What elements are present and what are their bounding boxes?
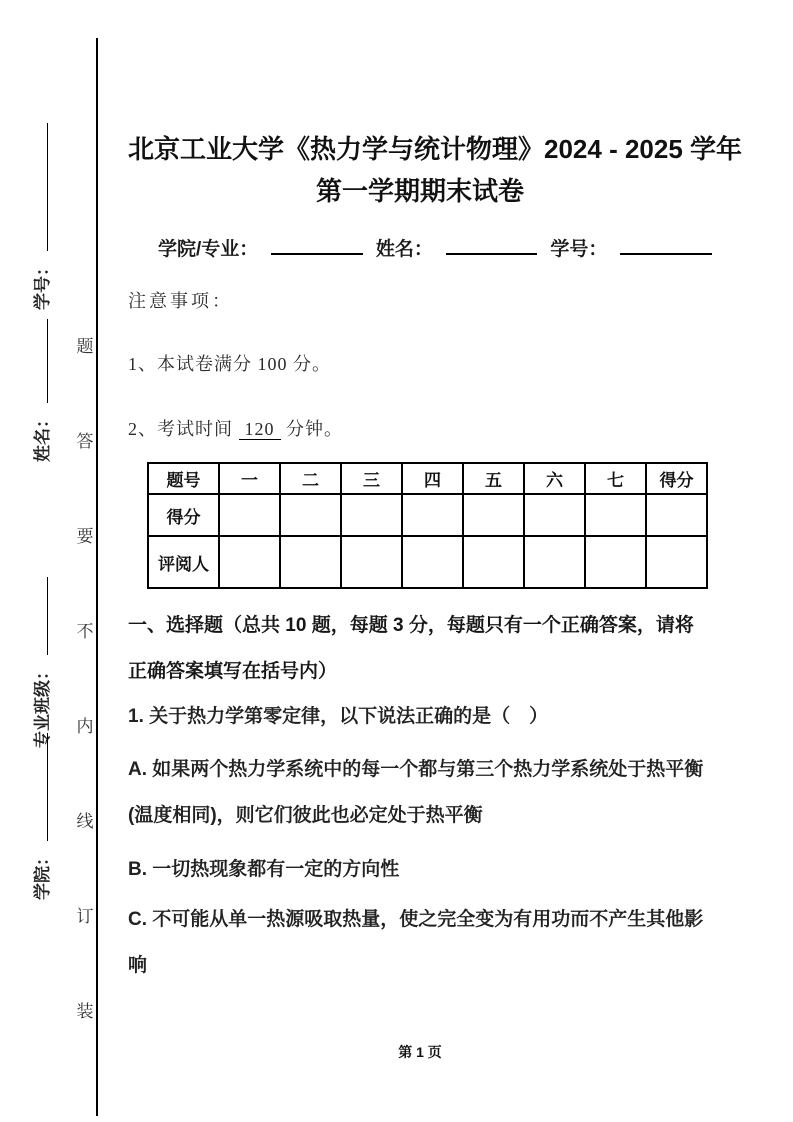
margin-field-student-id [28, 110, 53, 310]
main-content [128, 0, 743, 1062]
notice-item-duration [128, 415, 712, 439]
page-number: 第 1 页 [398, 1044, 442, 1060]
student-info-row [128, 234, 712, 260]
info-line-college-major [271, 241, 363, 255]
margin-field-student-id-line [35, 123, 48, 251]
notice-duration-suffix: 分钟。 [286, 419, 343, 439]
binding-line [96, 38, 98, 1116]
binding-char: 要 [76, 527, 94, 546]
question-1-option-c-line1: C. 不可能从单一热源吸取热量，使之完全变为有用功而不产生其他影 [128, 909, 704, 930]
binding-char: 不 [76, 622, 94, 641]
score-table-header-cell: 得分 [646, 463, 707, 494]
section-heading-line2: 正确答案填写在括号内） [128, 661, 338, 682]
reviewer-cell [585, 536, 646, 588]
score-table-header-row [148, 463, 707, 494]
score-cell [402, 494, 463, 536]
info-line-student-id [620, 241, 712, 255]
reviewer-cell [280, 536, 341, 588]
score-cell [524, 494, 585, 536]
binding-char: 答 [76, 432, 94, 451]
question-1-option-a-line2: (温度相同)，则它们彼此也必定处于热平衡 [128, 805, 483, 826]
margin-field-name-label: 姓名： [33, 411, 52, 462]
exam-title-line2: 第一学期期末试卷 [315, 176, 524, 206]
score-table-score-row [148, 494, 707, 536]
margin-field-student-id-label: 学号： [33, 259, 52, 310]
reviewer-cell [524, 536, 585, 588]
info-label-college-major: 学院/专业： [158, 239, 259, 260]
score-table-header-cell: 题号 [148, 463, 219, 494]
margin-field-name-line [35, 319, 48, 403]
score-cell [646, 494, 707, 536]
score-cell [585, 494, 646, 536]
margin-field-name [28, 312, 53, 462]
binding-text-column [74, 332, 96, 1022]
info-label-name: 姓名： [375, 239, 433, 260]
notice-duration-value: 120 [239, 419, 281, 440]
reviewer-cell [219, 536, 280, 588]
score-cell [219, 494, 280, 536]
score-table-header-cell: 二 [280, 463, 341, 494]
question-1-option-a-line1: A. 如果两个热力学系统中的每一个都与第三个热力学系统处于热平衡 [128, 759, 704, 780]
score-table-header-cell: 一 [219, 463, 280, 494]
score-table-header-cell: 六 [524, 463, 585, 494]
score-cell [463, 494, 524, 536]
exam-title-line1: 北京工业大学《热力学与统计物理》2024 - 2025 学年 [128, 134, 743, 164]
notice-duration-prefix: 2、考试时间 [128, 419, 233, 439]
reviewer-cell [402, 536, 463, 588]
info-line-name [446, 241, 538, 255]
question-1-option-c-line2: 响 [128, 955, 148, 976]
margin-field-class [28, 553, 53, 748]
binding-char: 线 [76, 812, 94, 831]
score-cell [341, 494, 402, 536]
score-table-header-cell: 四 [402, 463, 463, 494]
score-table-reviewer-row [148, 536, 707, 588]
margin-field-college [28, 725, 53, 900]
score-row-label: 得分 [148, 494, 219, 536]
score-table [147, 462, 708, 589]
info-label-student-id: 学号： [550, 239, 608, 260]
score-table-header-cell: 七 [585, 463, 646, 494]
notice-item-total-score: 1、本试卷满分 100 分。 [128, 354, 331, 374]
question-1-text: 1. 关于热力学第零定律，以下说法正确的是（ ） [128, 706, 549, 727]
margin-field-class-line [35, 577, 48, 655]
section-heading-line1: 一、选择题（总共 10 题，每题 3 分，每题只有一个正确答案，请将 [128, 615, 694, 636]
reviewer-cell [646, 536, 707, 588]
binding-char: 题 [76, 337, 94, 356]
binding-char: 内 [76, 717, 94, 736]
score-cell [280, 494, 341, 536]
reviewer-cell [341, 536, 402, 588]
score-table-header-cell: 五 [463, 463, 524, 494]
margin-field-college-line [35, 733, 48, 841]
reviewer-row-label: 评阅人 [148, 536, 219, 588]
margin-field-class-label: 专业班级： [33, 663, 52, 748]
reviewer-cell [463, 536, 524, 588]
margin-field-college-label: 学院： [33, 849, 52, 900]
binding-char: 装 [76, 1002, 94, 1021]
notice-heading: 注意事项： [128, 291, 233, 311]
question-1-option-b: B. 一切热现象都有一定的方向性 [128, 859, 400, 880]
binding-char: 订 [76, 907, 94, 926]
score-table-header-cell: 三 [341, 463, 402, 494]
